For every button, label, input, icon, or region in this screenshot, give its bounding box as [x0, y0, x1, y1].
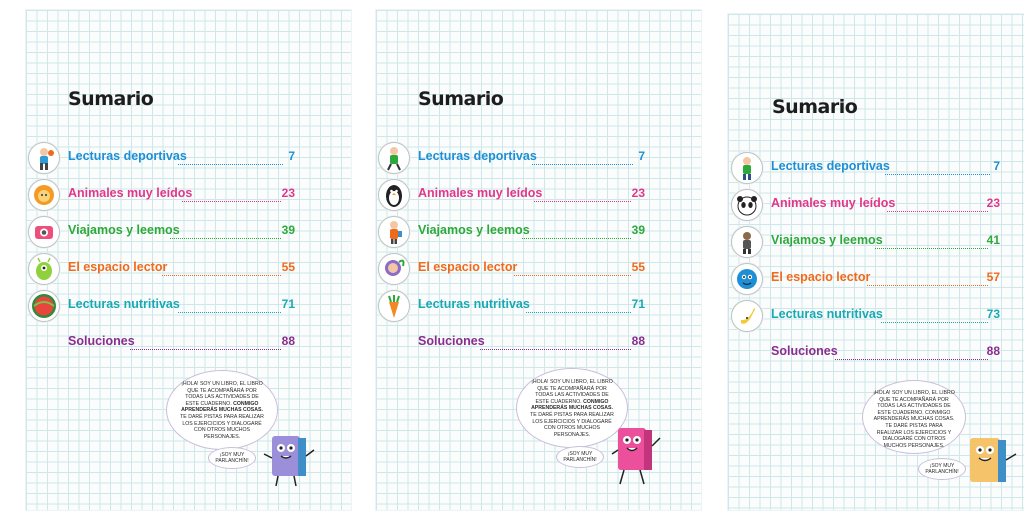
dot-leader — [526, 298, 631, 313]
toc-page-3 — [728, 14, 1024, 510]
toc-page-number: 41 — [986, 233, 1000, 247]
dot-leader — [532, 150, 633, 165]
dot-leader — [867, 271, 988, 286]
toc-label: Soluciones — [68, 334, 135, 348]
toc-label: El espacio lector — [771, 270, 871, 284]
dot-leader — [534, 187, 631, 202]
toc-page-number: 71 — [631, 297, 645, 311]
toc-row-animales[interactable] — [378, 179, 703, 213]
carrot-icon — [378, 290, 410, 322]
dot-leader — [480, 335, 631, 350]
speech-bubble: ¡HOLA! SOY UN LIBRO, EL LIBRO QUE TE ACOMPAÑARÁ POR TODAS LAS ACTIVIDADES DE ESTE CUADERNO. CONMIGO APRENDERÁS MUCHAS COSAS. TE DARÉ PISTAS PARA REALIZAR LOS EJERCICIOS Y DIALOGARÉ CON OTROS MUCHOS PERSONAJES. — [516, 368, 628, 448]
toc-page-number: 39 — [281, 223, 295, 237]
toc-label: Lecturas nutritivas — [771, 307, 883, 321]
toc-row-nutritivas[interactable] — [28, 290, 353, 324]
toc-row-lecturas-deportivas[interactable] — [731, 152, 1024, 186]
toc-page-1 — [26, 10, 351, 510]
toc-row-espacio[interactable] — [28, 253, 353, 287]
dot-leader — [887, 197, 988, 212]
speech-bubble: ¡HOLA! SOY UN LIBRO, EL LIBRO QUE TE ACOMPAÑARÁ POR TODAS LAS ACTIVIDADES DE ESTE CUADERNO. CONMIGO APRENDERÁS MUCHAS COSAS. TE DARÉ PISTAS PARA REALIZAR LOS EJERCICIOS Y DIALOGARÉ CON OTROS MUCHOS PERSONAJES. — [166, 370, 278, 450]
dot-leader — [162, 261, 281, 276]
dot-leader — [178, 150, 283, 165]
toc-label: Soluciones — [418, 334, 485, 348]
athlete-icon — [28, 142, 60, 174]
toc-page-number: 73 — [986, 307, 1000, 321]
toc-row-viajamos[interactable] — [731, 226, 1024, 260]
toc-row-nutritivas[interactable] — [731, 300, 1024, 334]
toc-label: Lecturas nutritivas — [68, 297, 180, 311]
small-speech-bubble: ¡SOY MUY PARLANCHÍN! — [556, 446, 604, 468]
speech-bubble: ¡HOLA! SOY UN LIBRO, EL LIBRO QUE TE ACOMPAÑARÁ POR TODAS LAS ACTIVIDADES DE ESTE CUADERNO. CONMIGO APRENDERÁS MUCHAS COSAS. TE DARÉ PISTAS PARA REALIZAR LOS EJERCICIOS Y DIALOGARÉ CON OTROS MUCHOS PERSONAJES. — [862, 380, 966, 454]
toc-page-number: 88 — [986, 344, 1000, 358]
page-title: Sumario — [418, 88, 504, 110]
dot-leader — [170, 224, 281, 239]
toc-page-2 — [376, 10, 701, 510]
toc-label: El espacio lector — [68, 260, 168, 274]
toc-page-number: 7 — [993, 159, 1000, 173]
toc-label: Lecturas deportivas — [418, 149, 537, 163]
toc-row-animales[interactable] — [731, 189, 1024, 223]
watermelon-icon — [28, 290, 60, 322]
page-title: Sumario — [772, 96, 858, 118]
toc-row-espacio[interactable] — [378, 253, 703, 287]
toc-row-viajamos[interactable] — [28, 216, 353, 250]
small-speech-bubble: ¡SOY MUY PARLANCHÍN! — [918, 458, 966, 480]
runner-icon — [731, 152, 763, 184]
toc-label: El espacio lector — [418, 260, 518, 274]
toc-label: Animales muy leídos — [771, 196, 896, 210]
toc-page-number: 39 — [631, 223, 645, 237]
dot-leader — [885, 160, 990, 175]
book-mascot-icon — [608, 420, 668, 492]
toc-page-number: 7 — [638, 149, 645, 163]
penguin-icon — [378, 179, 410, 211]
toc-page-number: 88 — [281, 334, 295, 348]
page-title: Sumario — [68, 88, 154, 110]
toc-page-number: 57 — [986, 270, 1000, 284]
banana-icon — [731, 300, 763, 332]
toc-row-soluciones[interactable] — [28, 327, 353, 361]
toc-row-soluciones[interactable] — [378, 327, 703, 361]
dot-leader — [522, 224, 631, 239]
planet-icon — [731, 263, 763, 295]
toc-row-lecturas-deportivas[interactable] — [378, 142, 703, 176]
astronaut-icon — [378, 253, 410, 285]
book-mascot-icon — [964, 430, 1022, 496]
small-speech-bubble: ¡SOY MUY PARLANCHÍN! — [208, 447, 256, 469]
panda-icon — [731, 189, 763, 221]
toc-page-number: 55 — [631, 260, 645, 274]
toc-label: Lecturas nutritivas — [418, 297, 530, 311]
toc-page-number: 71 — [281, 297, 295, 311]
athlete-icon — [378, 142, 410, 174]
explorer-icon — [731, 226, 763, 258]
dot-leader — [875, 234, 988, 249]
toc-label: Viajamos y leemos — [418, 223, 530, 237]
toc-page-number: 23 — [281, 186, 295, 200]
dot-leader — [514, 261, 631, 276]
toc-page-number: 55 — [281, 260, 295, 274]
toc-label: Viajamos y leemos — [771, 233, 883, 247]
toc-row-nutritivas[interactable] — [378, 290, 703, 324]
dot-leader — [182, 187, 281, 202]
dot-leader — [178, 298, 281, 313]
toc-label: Viajamos y leemos — [68, 223, 180, 237]
book-mascot-icon — [262, 428, 322, 490]
toc-page-number: 23 — [986, 196, 1000, 210]
lion-icon — [28, 179, 60, 211]
toc-label: Lecturas deportivas — [771, 159, 890, 173]
dot-leader — [835, 345, 988, 360]
toc-page-number: 7 — [288, 149, 295, 163]
toc-row-viajamos[interactable] — [378, 216, 703, 250]
toc-row-lecturas-deportivas[interactable] — [28, 142, 353, 176]
toc-label: Lecturas deportivas — [68, 149, 187, 163]
toc-row-animales[interactable] — [28, 179, 353, 213]
toc-label: Animales muy leídos — [68, 186, 193, 200]
camera-icon — [28, 216, 60, 248]
toc-row-espacio[interactable] — [731, 263, 1024, 297]
toc-label: Animales muy leídos — [418, 186, 543, 200]
toc-label: Soluciones — [771, 344, 838, 358]
dot-leader — [130, 335, 281, 350]
traveler-icon — [378, 216, 410, 248]
toc-row-soluciones[interactable] — [731, 337, 1024, 371]
toc-page-number: 23 — [631, 186, 645, 200]
alien-icon — [28, 253, 60, 285]
dot-leader — [881, 308, 988, 323]
toc-page-number: 88 — [631, 334, 645, 348]
